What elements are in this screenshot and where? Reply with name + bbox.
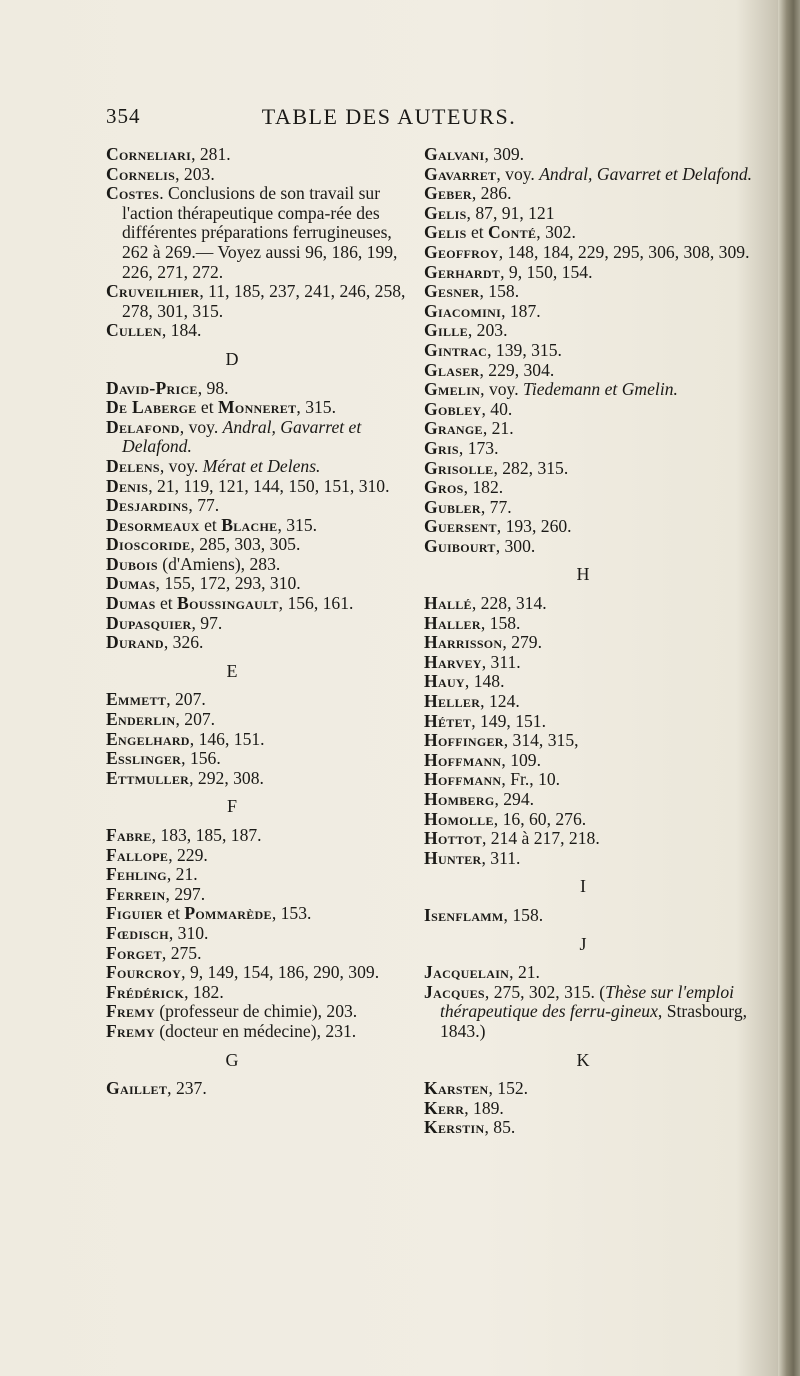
author-name: Delafond (106, 416, 180, 437)
entry-text: , 158. (503, 904, 544, 925)
index-entry (106, 614, 418, 634)
author-name: Harrisson (424, 632, 503, 653)
index-entry (424, 849, 762, 869)
index-entry (424, 439, 762, 459)
entry-text: , 149, 151. (471, 710, 546, 731)
author-name: Hauy (424, 671, 465, 692)
entry-text: , 294. (494, 789, 535, 809)
entry-text: , 326. (163, 632, 204, 653)
entry-italic-text: Andral, Gavarret et Delafond. (122, 416, 362, 457)
author-name: Jacques (424, 981, 485, 1002)
author-name: Gerhardt (424, 261, 501, 282)
index-entry (106, 690, 418, 710)
index-entry (106, 535, 418, 555)
entry-text: , 156, 161. (278, 593, 354, 614)
index-entry (424, 594, 762, 614)
index-entry (424, 321, 762, 341)
index-entry (106, 457, 418, 477)
author-name: Dumas (106, 573, 156, 594)
running-title: TABLE DES AUTEURS. (261, 104, 517, 129)
entry-text: , 109. (501, 749, 541, 770)
index-entry (424, 165, 762, 185)
author-name: Gmelin (424, 379, 481, 400)
author-name: Ferrein (106, 883, 166, 904)
author-name: Guersent (424, 516, 497, 537)
entry-text: , 311. (481, 651, 521, 672)
index-entry (424, 459, 762, 479)
entry-text: , 87, 91, 121 (466, 202, 555, 223)
author-name: Gavarret (424, 163, 497, 184)
index-entry (424, 1118, 762, 1138)
author-name: Hottot (424, 828, 482, 849)
index-entry (424, 692, 762, 712)
page-edge-shadow (778, 0, 800, 1376)
entry-text: , 184. (161, 320, 202, 341)
entry-text: , 148. (464, 671, 505, 692)
author-name: Fabre (106, 825, 152, 845)
entry-text: , 275, 302, 315. ( (484, 981, 606, 1002)
index-entry (424, 810, 762, 830)
section-letter: I (580, 876, 586, 897)
index-entry (106, 944, 418, 964)
index-entry (424, 517, 762, 537)
entry-text: , voy. (480, 379, 523, 400)
entry-text: . Conclusions de son travail sur l'action thérapeutique compa-rée des différentes préparations ferrugineuses, 262 à 269.— Voyez aussi 96, 186, 199, 226, 271, 272. (122, 183, 398, 282)
author-name: Desormeaux (106, 514, 200, 535)
author-name: Dubois (106, 553, 158, 574)
index-entry (424, 829, 762, 849)
author-name: Enderlin (106, 709, 176, 730)
entry-text: , 315. (296, 397, 336, 418)
entry-text: , 229, 304. (479, 359, 555, 380)
author-name: Gelis (424, 202, 467, 223)
author-name: Conté (488, 222, 537, 243)
entry-text: , 237. (167, 1078, 207, 1099)
author-name: Forget (106, 942, 162, 963)
entry-text: , 156. (181, 748, 221, 769)
index-entry (106, 1079, 418, 1099)
index-entry (424, 302, 762, 322)
entry-text: , 292, 308. (189, 767, 264, 788)
entry-text: , 309. (484, 144, 525, 164)
entry-text: et (466, 222, 489, 243)
index-entry (424, 400, 762, 420)
index-entry (106, 846, 418, 866)
index-entry (106, 769, 418, 789)
entry-text: , 311. (481, 847, 521, 868)
index-entry (424, 770, 762, 790)
index-entry (106, 749, 418, 769)
entry-text: , 189. (464, 1097, 504, 1118)
index-entry (424, 498, 762, 518)
entry-text: , 148, 184, 229, 295, 306, 308, 309. (498, 241, 750, 262)
author-name: Engelhard (106, 728, 190, 749)
entry-text: , 314, 315, (503, 730, 579, 751)
index-entry (106, 594, 418, 614)
index-entry (424, 751, 762, 771)
author-name: Corneliari (106, 144, 192, 164)
entry-text: , 193, 260. (496, 516, 572, 537)
entry-text: , 214 à 217, 218. (481, 828, 600, 849)
entry-text: , 300. (495, 535, 536, 556)
author-name: Haller (424, 612, 481, 633)
author-name: Fehling (106, 864, 167, 885)
author-name: Fallope (106, 844, 169, 865)
author-name: Harvey (424, 651, 482, 672)
section-letter: J (579, 933, 587, 954)
index-entry (106, 398, 418, 418)
author-name: De Laberge (106, 397, 197, 418)
entry-text: , 124. (480, 691, 520, 712)
index-entry (424, 983, 762, 1042)
author-name: Costes (106, 183, 160, 204)
author-name: Cruveilhier (106, 281, 200, 302)
author-name: Gesner (424, 281, 480, 302)
author-name: Grange (424, 418, 483, 439)
author-name: Hunter (424, 847, 482, 868)
index-entry (424, 653, 762, 673)
entry-text: et (199, 514, 222, 535)
index-entry (106, 477, 418, 497)
author-name: Hoffmann (424, 749, 502, 770)
author-name: Ettmuller (106, 767, 190, 788)
entry-text: , 302. (536, 222, 576, 243)
index-entry (106, 633, 418, 653)
author-name: Cullen (106, 320, 162, 341)
index-column-right (424, 145, 762, 1138)
entry-text: , 21, 119, 121, 144, 150, 151, 310. (148, 475, 390, 496)
index-entry (424, 184, 762, 204)
index-entry (106, 983, 418, 1003)
author-name: Boussingault (177, 593, 279, 614)
section-letter: G (225, 1049, 239, 1070)
entry-text: et (162, 903, 185, 924)
author-name: Homberg (424, 789, 495, 809)
author-name: Glaser (424, 359, 480, 380)
index-entry (106, 904, 418, 924)
author-name: Durand (106, 632, 164, 653)
entry-text: , 97. (191, 612, 223, 633)
index-entry (106, 496, 418, 516)
index-entry (106, 321, 418, 341)
index-entry (106, 826, 418, 846)
index-entry (424, 633, 762, 653)
entry-text: , 207. (175, 709, 216, 730)
section-letter: E (226, 660, 238, 681)
author-name: Fremy (106, 1001, 155, 1022)
author-name: Gubler (424, 496, 481, 517)
author-name: Karsten (424, 1078, 489, 1099)
author-name: Homolle (424, 808, 494, 829)
index-entry (106, 710, 418, 730)
entry-text: , 279. (502, 632, 542, 653)
entry-text: , 207. (166, 689, 206, 710)
section-letter: K (576, 1049, 590, 1070)
author-name: Figuier (106, 903, 163, 924)
entry-text: , voy. (179, 416, 223, 437)
entry-text: et (155, 593, 178, 614)
entry-text: , voy. (159, 455, 203, 476)
entry-text: , Strasbourg, 1843.) (440, 1001, 748, 1041)
entry-text: , Fr., 10. (501, 769, 561, 790)
author-name: David-Price (106, 377, 198, 398)
entry-text: , 21. (509, 962, 540, 983)
author-name: Dupasquier (106, 612, 192, 633)
index-entry (424, 282, 762, 302)
index-entry (106, 885, 418, 905)
author-name: Fremy (106, 1020, 155, 1041)
page-number: 354 (106, 104, 141, 128)
author-name: Giacomini (424, 300, 502, 321)
author-name: Delens (106, 455, 160, 476)
entry-text: , 182. (463, 477, 504, 498)
entry-italic-text: Thèse sur l'emploi thérapeutique des ferru-gineux (440, 981, 735, 1022)
index-entry (424, 790, 762, 810)
author-name: Gobley (424, 398, 482, 419)
index-entry (106, 555, 418, 575)
entry-text: , 152. (488, 1078, 529, 1099)
author-name: Guibourt (424, 535, 496, 556)
author-name: Kerstin (424, 1117, 485, 1138)
index-entry (424, 963, 762, 983)
entry-italic-text: Mérat et Delens. (202, 455, 321, 476)
index-entry (106, 379, 418, 399)
entry-text: , 11, 185, 237, 241, 246, 258, 278, 301, 315. (122, 281, 406, 321)
entry-text: , 21. (166, 864, 198, 885)
index-entry (424, 263, 762, 283)
index-entry (424, 478, 762, 498)
entry-text: , 85. (484, 1117, 516, 1138)
index-entry (424, 537, 762, 557)
entry-text: , 183, 185, 187. (151, 825, 262, 845)
entry-text: , 40. (481, 398, 513, 419)
index-entry (424, 380, 762, 400)
index-entry (424, 145, 762, 165)
entry-italic-text: Andral, Gavarret et Delafond. (539, 163, 753, 184)
entry-text: , 158. (480, 612, 521, 633)
author-name: Hoffmann (424, 769, 502, 790)
author-name: Fœdisch (106, 922, 169, 943)
index-entry (424, 906, 762, 926)
index-entry (424, 204, 762, 224)
index-entry (106, 865, 418, 885)
author-name: Hétet (424, 710, 472, 731)
index-entry (106, 184, 418, 282)
entry-text: , 187. (501, 300, 541, 321)
author-name: Geoffroy (424, 241, 499, 262)
page-header (106, 104, 640, 134)
index-entry (424, 1099, 762, 1119)
entry-text: , 285, 303, 305. (190, 534, 301, 555)
author-name: Gris (424, 437, 459, 458)
index-entry (424, 361, 762, 381)
entry-text: , 9, 150, 154. (500, 261, 593, 282)
index-entry (106, 924, 418, 944)
entry-text: , 77. (188, 495, 220, 516)
entry-text: , 173. (458, 437, 499, 458)
index-entry (424, 419, 762, 439)
entry-text: , 77. (480, 496, 512, 517)
index-entry (106, 1002, 418, 1022)
entry-italic-text: Tiedemann et Gmelin. (523, 379, 678, 400)
author-name: Dumas (106, 593, 156, 614)
author-name: Gille (424, 320, 468, 341)
index-entry (424, 672, 762, 692)
entry-text: , 286. (471, 183, 512, 204)
index-entry (106, 730, 418, 750)
index-entry (424, 731, 762, 751)
entry-text: , 182. (184, 981, 224, 1002)
entry-text: , 275. (161, 942, 202, 963)
author-name: Grisolle (424, 457, 494, 478)
entry-text: , 153. (271, 903, 312, 924)
entry-text: , 229. (168, 844, 208, 865)
entry-text: , 155, 172, 293, 310. (155, 573, 301, 594)
index-entry (106, 1022, 418, 1042)
author-name: Gaillet (106, 1078, 168, 1099)
entry-text: , 315. (277, 514, 318, 535)
entry-text: , 203. (467, 320, 508, 341)
author-name: Hallé (424, 593, 472, 614)
section-letter: F (226, 796, 237, 817)
author-name: Isenflamm (424, 904, 504, 925)
index-entry (424, 712, 762, 732)
index-entry (424, 614, 762, 634)
author-name: Cornelis (106, 163, 176, 184)
entry-text: , 21. (482, 418, 514, 439)
index-entry (106, 145, 418, 165)
index-entry (106, 165, 418, 185)
entry-text: et (196, 397, 219, 418)
entry-text: , 281. (191, 144, 231, 164)
author-name: Blache (221, 514, 278, 535)
entry-text: , 310. (168, 922, 209, 943)
author-name: Esslinger (106, 748, 182, 769)
author-name: Desjardins (106, 495, 189, 516)
section-letter: H (576, 564, 590, 585)
author-name: Fourcroy (106, 962, 182, 983)
index-entry (106, 963, 418, 983)
entry-text: , 9, 149, 154, 186, 290, 309. (181, 962, 380, 983)
entry-text: (d'Amiens), 283. (157, 553, 281, 574)
index-entry (424, 243, 762, 263)
entry-text: , 282, 315. (493, 457, 569, 478)
index-column-left (106, 145, 418, 1099)
index-entry (106, 282, 418, 321)
author-name: Emmett (106, 689, 167, 710)
author-name: Gelis (424, 222, 467, 243)
index-entry (424, 223, 762, 243)
entry-text: , 297. (165, 883, 206, 904)
entry-text: , 139, 315. (487, 339, 562, 360)
author-name: Gintrac (424, 339, 488, 360)
author-name: Monneret (218, 397, 297, 418)
entry-text: , 16, 60, 276. (493, 808, 587, 829)
entry-text: , 146, 151. (189, 728, 265, 749)
author-name: Hoffinger (424, 730, 504, 751)
entry-text: , 158. (479, 281, 520, 302)
author-name: Frédérick (106, 981, 185, 1002)
entry-text: , voy. (496, 163, 540, 184)
index-entry (424, 1079, 762, 1099)
entry-text: , 203. (175, 163, 215, 184)
entry-text: (docteur en médecine), 231. (154, 1020, 357, 1041)
entry-text: , 228, 314. (471, 593, 547, 614)
entry-text: (professeur de chimie), 203. (154, 1001, 358, 1022)
index-entry (106, 516, 418, 536)
index-entry (106, 574, 418, 594)
index-entry (106, 418, 418, 457)
author-name: Pommarède (184, 903, 272, 924)
author-name: Dioscoride (106, 534, 191, 555)
author-name: Galvani (424, 144, 485, 164)
index-entry (424, 341, 762, 361)
author-name: Jacquelain (424, 962, 510, 983)
author-name: Geber (424, 183, 472, 204)
section-letter: D (225, 348, 239, 369)
author-name: Heller (424, 691, 481, 712)
author-name: Gros (424, 477, 464, 498)
entry-text: , 98. (197, 377, 229, 398)
author-name: Kerr (424, 1097, 465, 1118)
author-name: Denis (106, 475, 149, 496)
